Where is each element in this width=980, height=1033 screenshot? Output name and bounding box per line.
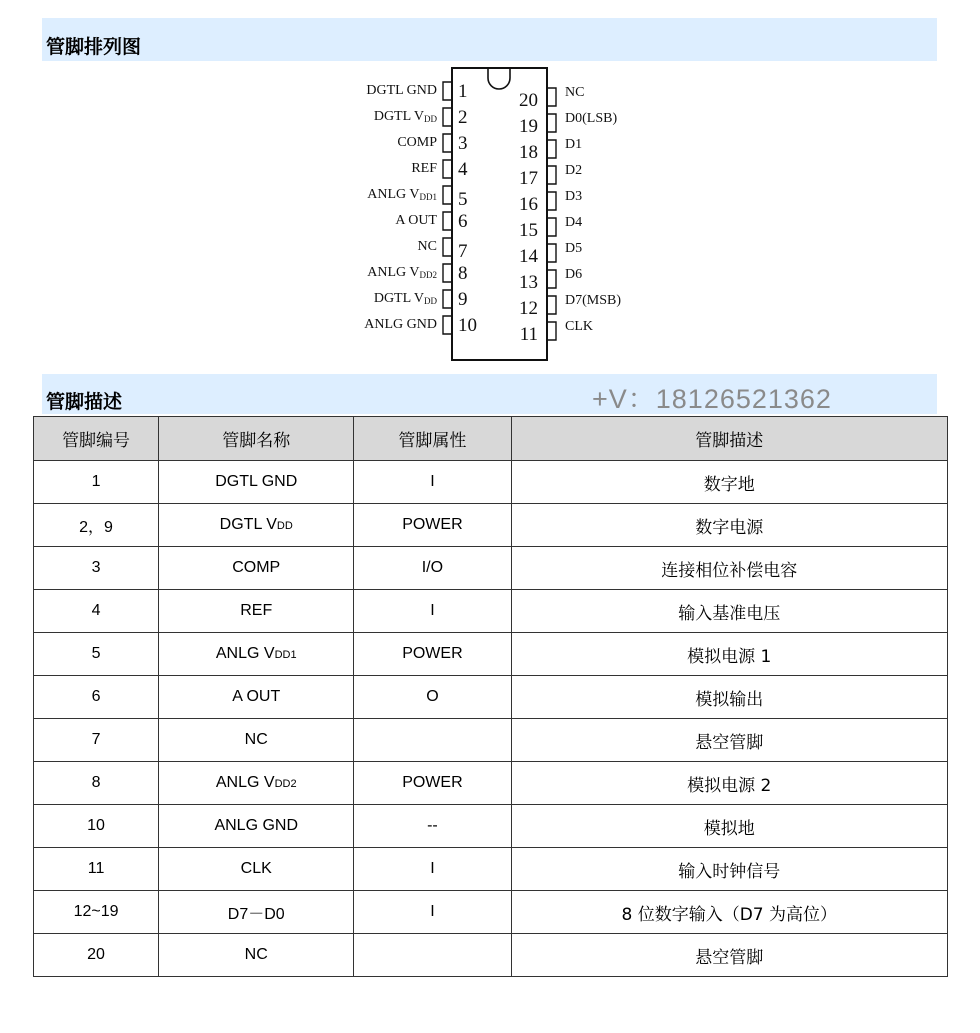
cell-pin-description: 数字地	[511, 461, 948, 504]
pin-description-header	[42, 374, 937, 414]
pin-number-right: 13	[519, 272, 538, 293]
pin-lead-left	[443, 82, 452, 100]
pin-number-left: 9	[458, 289, 468, 310]
pin-label-left: DGTL VDD	[373, 109, 437, 124]
header-pin-description: 管脚描述	[511, 417, 948, 461]
cell-pin-attribute: I	[354, 461, 511, 504]
cell-pin-name: CLK	[159, 848, 354, 891]
pin-lead-right	[547, 322, 556, 340]
table-row	[34, 848, 948, 891]
pin-label-right: NC	[565, 85, 585, 100]
table-row	[34, 891, 948, 934]
table-row	[34, 934, 948, 977]
pin-label-left: ANLG VDD1	[367, 187, 437, 202]
table-row	[34, 461, 948, 504]
pin-number-right: 14	[519, 246, 538, 267]
table-row	[34, 805, 948, 848]
pin-number-right: 11	[519, 324, 538, 345]
pin-number-right: 16	[519, 194, 538, 215]
cell-pin-name: D7－D0	[159, 891, 354, 934]
pin-label-left: ANLG VDD2	[367, 265, 437, 280]
header-pin-name: 管脚名称	[159, 417, 354, 461]
cell-pin-number: 6	[34, 676, 159, 719]
pin-number-left: 4	[458, 159, 468, 180]
cell-pin-name: NC	[159, 719, 354, 762]
pin-number-left: 10	[458, 315, 477, 336]
cell-pin-description: 模拟电源 1	[511, 633, 948, 676]
cell-pin-attribute: POWER	[354, 633, 511, 676]
pin-label-right: CLK	[565, 319, 593, 334]
cell-pin-name: DGTL GND	[159, 461, 354, 504]
pin-lead-left	[443, 264, 452, 282]
cell-pin-number: 20	[34, 934, 159, 977]
pin-label-left: COMP	[397, 135, 437, 150]
pin-label-left: ANLG GND	[364, 317, 437, 332]
pin-lead-left	[443, 108, 452, 126]
pin-lead-right	[547, 218, 556, 236]
cell-pin-attribute: POWER	[354, 762, 511, 805]
pin-lead-right	[547, 88, 556, 106]
pin-label-left: DGTL GND	[366, 83, 437, 98]
pin-arrangement-header	[42, 18, 937, 61]
pin-number-right: 18	[519, 142, 538, 163]
cell-pin-attribute: I	[354, 590, 511, 633]
cell-pin-number: 7	[34, 719, 159, 762]
table-row	[34, 719, 948, 762]
pin-label-right: D6	[565, 267, 583, 282]
cell-pin-attribute	[354, 934, 511, 977]
pin-lead-left	[443, 212, 452, 230]
pin-lead-right	[547, 296, 556, 314]
cell-pin-name: ANLG GND	[159, 805, 354, 848]
pin-lead-left	[443, 186, 452, 204]
cell-pin-number: 5	[34, 633, 159, 676]
pin-label-left: A OUT	[395, 213, 437, 228]
table-row	[34, 547, 948, 590]
header-pin-number: 管脚编号	[34, 417, 159, 461]
table-header-row	[34, 417, 948, 461]
cell-pin-attribute: POWER	[354, 504, 511, 547]
cell-pin-number: 4	[34, 590, 159, 633]
cell-pin-name: ANLG VDD1	[159, 633, 354, 676]
cell-pin-description: 连接相位补偿电容	[511, 547, 948, 590]
pin-description-table	[33, 416, 948, 977]
pin-lead-left	[443, 316, 452, 334]
left-pin-group	[364, 81, 477, 336]
pin-label-right: D5	[565, 241, 583, 256]
cell-pin-attribute: I/O	[354, 547, 511, 590]
pin-arrangement-title: 管脚排列图	[46, 36, 142, 58]
pin-label-right: D1	[565, 137, 583, 152]
pin-lead-right	[547, 114, 556, 132]
table-row	[34, 590, 948, 633]
pin-lead-right	[547, 244, 556, 262]
pin-label-right: D2	[565, 163, 583, 178]
cell-pin-description: 模拟输出	[511, 676, 948, 719]
cell-pin-name: COMP	[159, 547, 354, 590]
pin-number-left: 3	[458, 133, 468, 154]
pin-number-left: 5	[458, 189, 468, 210]
cell-pin-attribute: O	[354, 676, 511, 719]
pin-number-right: 12	[519, 298, 538, 319]
pin-number-right: 20	[519, 90, 538, 111]
pin-lead-left	[443, 290, 452, 308]
cell-pin-description: 模拟电源 2	[511, 762, 948, 805]
pin-label-right: D7(MSB)	[565, 293, 622, 308]
contact-text: +V：18126521362	[592, 384, 832, 414]
pin-label-left: DGTL VDD	[373, 291, 437, 306]
pin-number-left: 8	[458, 263, 468, 284]
pin-number-right: 15	[519, 220, 538, 241]
cell-pin-description: 悬空管脚	[511, 934, 948, 977]
pin-number-left: 1	[458, 81, 468, 102]
pin-lead-right	[547, 166, 556, 184]
cell-pin-description: 悬空管脚	[511, 719, 948, 762]
pin-diagram	[340, 64, 660, 370]
cell-pin-name: A OUT	[159, 676, 354, 719]
cell-pin-description: 输入时钟信号	[511, 848, 948, 891]
header-pin-attribute: 管脚属性	[354, 417, 511, 461]
cell-pin-name: REF	[159, 590, 354, 633]
pin-lead-right	[547, 192, 556, 210]
pin-lead-left	[443, 134, 452, 152]
pin-label-left: NC	[417, 239, 437, 254]
cell-pin-description: 模拟地	[511, 805, 948, 848]
pin-label-right: D3	[565, 189, 583, 204]
pin-number-right: 17	[519, 168, 538, 189]
cell-pin-name: NC	[159, 934, 354, 977]
pin-number-left: 2	[458, 107, 468, 128]
cell-pin-description: 数字电源	[511, 504, 948, 547]
pin-label-right: D4	[565, 215, 583, 230]
cell-pin-description: 输入基准电压	[511, 590, 948, 633]
pin-lead-left	[443, 160, 452, 178]
table-row	[34, 676, 948, 719]
cell-pin-attribute: --	[354, 805, 511, 848]
cell-pin-name: DGTL VDD	[159, 504, 354, 547]
cell-pin-number: 2，9	[34, 504, 159, 547]
cell-pin-description: 8 位数字输入（D7 为高位）	[511, 891, 948, 934]
pin-description-title: 管脚描述	[46, 391, 123, 413]
cell-pin-number: 3	[34, 547, 159, 590]
cell-pin-number: 10	[34, 805, 159, 848]
pin-lead-right	[547, 140, 556, 158]
cell-pin-name: ANLG VDD2	[159, 762, 354, 805]
cell-pin-attribute: I	[354, 891, 511, 934]
pin-lead-left	[443, 238, 452, 256]
cell-pin-number: 8	[34, 762, 159, 805]
table-row	[34, 762, 948, 805]
cell-pin-number: 11	[34, 848, 159, 891]
cell-pin-attribute: I	[354, 848, 511, 891]
pin-label-right: D0(LSB)	[565, 111, 618, 126]
table-row	[34, 504, 948, 547]
cell-pin-number: 12~19	[34, 891, 159, 934]
cell-pin-attribute	[354, 719, 511, 762]
pin-number-left: 6	[458, 211, 468, 232]
pin-number-right: 19	[519, 116, 538, 137]
pin-lead-right	[547, 270, 556, 288]
pin-label-left: REF	[411, 161, 437, 176]
table-row	[34, 633, 948, 676]
pin-number-left: 7	[458, 241, 468, 262]
cell-pin-number: 1	[34, 461, 159, 504]
